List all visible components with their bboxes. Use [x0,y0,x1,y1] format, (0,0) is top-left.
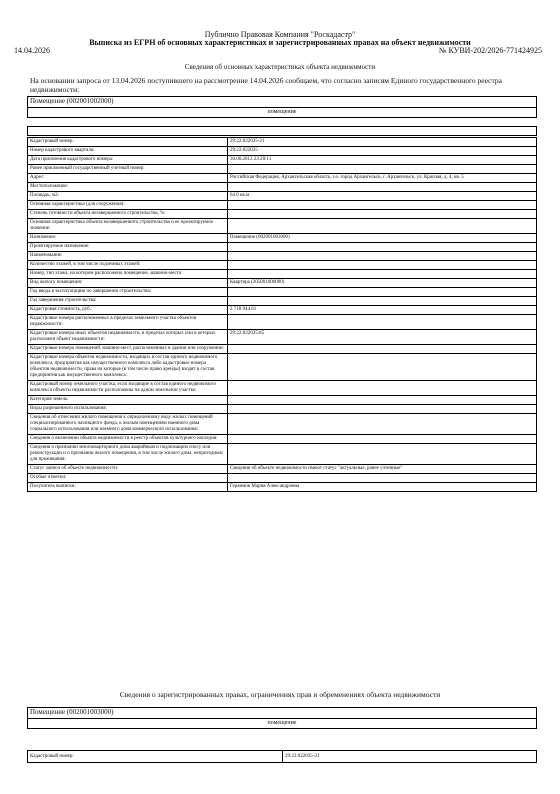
table-row [28,147,537,156]
table-row [28,165,537,174]
row-value: Квартира (205001000000) [228,279,537,288]
row-label: Проектируемое назначение: [28,243,228,252]
table-row [28,201,537,210]
row-value [228,405,537,414]
row-value [228,261,537,270]
row-value: 30.06.2012 23:20:11 [228,156,537,165]
row-label: Адрес: [28,174,228,183]
row-label: Получатель выписки: [28,483,228,492]
divider-2 [28,718,536,719]
row-value [228,165,537,174]
table-body [28,138,537,492]
object-label: Помещение (002001002000) [30,97,114,105]
row-label: Год ввода в эксплуатацию по завершении строительства: [28,288,228,297]
table-row [28,414,537,435]
table-row [28,315,537,330]
row-value [228,210,537,219]
row-label: Сведения о включении объекта недвижимости в реестр объектов культурного наследия: [28,435,228,444]
row-label: Кадастровые номера расположенных в пределах земельного участка объектов недвижимости: [28,315,228,330]
table-row [28,183,537,192]
rights-table [27,750,537,763]
table-row [28,751,537,763]
row-value: Гераимов Мария Александровна [228,483,537,492]
row-value: Сведения об объекте недвижимости имеют статус "актуальные, ранее учтенные" [228,465,537,474]
row-label: Статус записи об объекте недвижимости: [28,465,228,474]
row-label: Кадастровая стоимость, руб.: [28,306,228,315]
row-value [228,201,537,210]
object-caption: помещение [267,109,297,115]
table-row [28,381,537,396]
row-label: Особые отметки: [28,474,228,483]
row-label: Категория земель: [28,396,228,405]
table-row [28,297,537,306]
table-row [28,252,537,261]
row-label: Ранее присвоенный государственный учетный номер: [28,165,228,174]
row-label: Местоположение: [28,183,228,192]
row-label: Номер кадастрового квартала: [28,147,228,156]
row-label: Сведения об отнесении жилого помещения к определенному виду жилых помещений специализированного жилищного фонда, к жилым помещениям наемного дома социального использования или наемного дома коммерческого использования: [28,414,228,435]
row-label: Степень готовности объекта незавершенного строительства, %: [28,210,228,219]
table-row [28,483,537,492]
document-number: № КУВИ-202/2026-771424925 [438,46,542,55]
row-value [228,270,537,279]
row-label: Основная характеристика объекта незавершенного строительства и ее проектируемое значение: [28,219,228,234]
row-value [228,354,537,381]
row-value [228,474,537,483]
table-row [28,261,537,270]
object-box [27,96,537,118]
document-date: 14.04.2026 [14,46,50,55]
row-value: 64.0 кв.м [228,192,537,201]
row-value [228,183,537,192]
table-row [28,435,537,444]
row-label: Наименование: [28,252,228,261]
object-box-2 [27,707,537,729]
intro-text: На основании запроса от 13.04.2026 поступившего на рассмотрение 14.04.2026 сообщаем, что согласно записям Единого государственного реестра недвижимости: [30,76,502,94]
table-row [28,345,537,354]
table-row [28,474,537,483]
table-row [28,396,537,405]
row-value: 29:22:022035-21 [283,751,537,763]
org-name: Публично Правовая Компания "Роскадастр" [204,30,356,39]
table-row [28,330,537,345]
table-row [28,234,537,243]
row-label: Основная характеристика (для сооружения): [28,201,228,210]
row-value: Помещение (002001003000) [228,234,537,243]
blank-row [27,126,537,136]
row-value [228,288,537,297]
table-row [28,279,537,288]
row-label: Сведения о признании многоквартирного дома аварийным и подлежащим сносу или реконструкции и о признании жилого помещения, в том числе жилого дома, непригодным для проживания: [28,444,228,465]
document-title: Выписка из ЕГРН об основных характеристиках и зарегистрированных правах на объект недвижимости [89,38,471,47]
table-row [28,192,537,201]
row-value: Российская Федерация, Архангельская область, г.о. город Архангельск, г. Архангельск, ул. Красная, д. 4, кв. 5 [228,174,537,183]
table-row [28,306,537,315]
row-value [228,414,537,435]
row-value: 2 718 944.61 [228,306,537,315]
row-label: Кадастровый номер: [28,751,283,763]
row-label: Виды разрешенного использования: [28,405,228,414]
row-label: Кадастровый номер: [28,138,228,147]
object-label-2: Помещение (002001003000) [30,708,114,716]
row-value: 29:22:022035-21 [228,138,537,147]
row-value [228,444,537,465]
table-row [28,465,537,474]
row-label: Кадастровый номер земельного участка, если входящие в состав единого недвижимого комплекса объекты недвижимости расположены на одном земельном участке: [28,381,228,396]
row-label: Кадастровые номера помещений, машино-мест, расположенных в здании или сооружении: [28,345,228,354]
table-row [28,174,537,183]
section2-title: Сведения о зарегистрированных правах, ограничениях прав и обременениях объекта недвижимости [119,690,441,699]
row-label: Вид жилого помещения: [28,279,228,288]
row-label: Количество этажей, в том числе подземных этажей: [28,261,228,270]
row-value [228,396,537,405]
row-value [228,381,537,396]
row-value [228,243,537,252]
object-caption-2: помещение [267,720,297,726]
section1-title: Сведения об основных характеристиках объекта недвижимости [184,63,376,71]
row-label: Кадастровые номера иных объектов недвижимости, в пределах которых или в которых расположен объект недвижимости: [28,330,228,345]
table-row [28,444,537,465]
row-label: Кадастровые номера объектов недвижимости, входящих в состав единого недвижимого комплекса, предприятия как имущественного комплекса либо кадастровые номера объектов недвижимости, права на которые (в том числе право аренды) входят в состав предприятия как имущественного комплекса: [28,354,228,381]
divider [28,107,536,108]
row-value [228,315,537,330]
row-label: Дата присвоения кадастрового номера: [28,156,228,165]
row-value [228,252,537,261]
row-label: Номер, тип этажа, на котором расположено помещение, машино-место: [28,270,228,279]
characteristics-table [27,137,537,492]
row-value [228,435,537,444]
table-row [28,288,537,297]
table-row [28,210,537,219]
row-value [228,297,537,306]
table-row [28,405,537,414]
row-label: Назначение: [28,234,228,243]
row-value: 29:22:022035:85 [228,330,537,345]
table-row [28,156,537,165]
row-label: Площадь, м2: [28,192,228,201]
table-row [28,354,537,381]
table-row [28,243,537,252]
row-value [228,219,537,234]
row-value: 29:22:022035 [228,147,537,156]
table-row [28,219,537,234]
table-row [28,270,537,279]
row-label: Год завершения строительства: [28,297,228,306]
table-row [28,138,537,147]
row-value [228,345,537,354]
